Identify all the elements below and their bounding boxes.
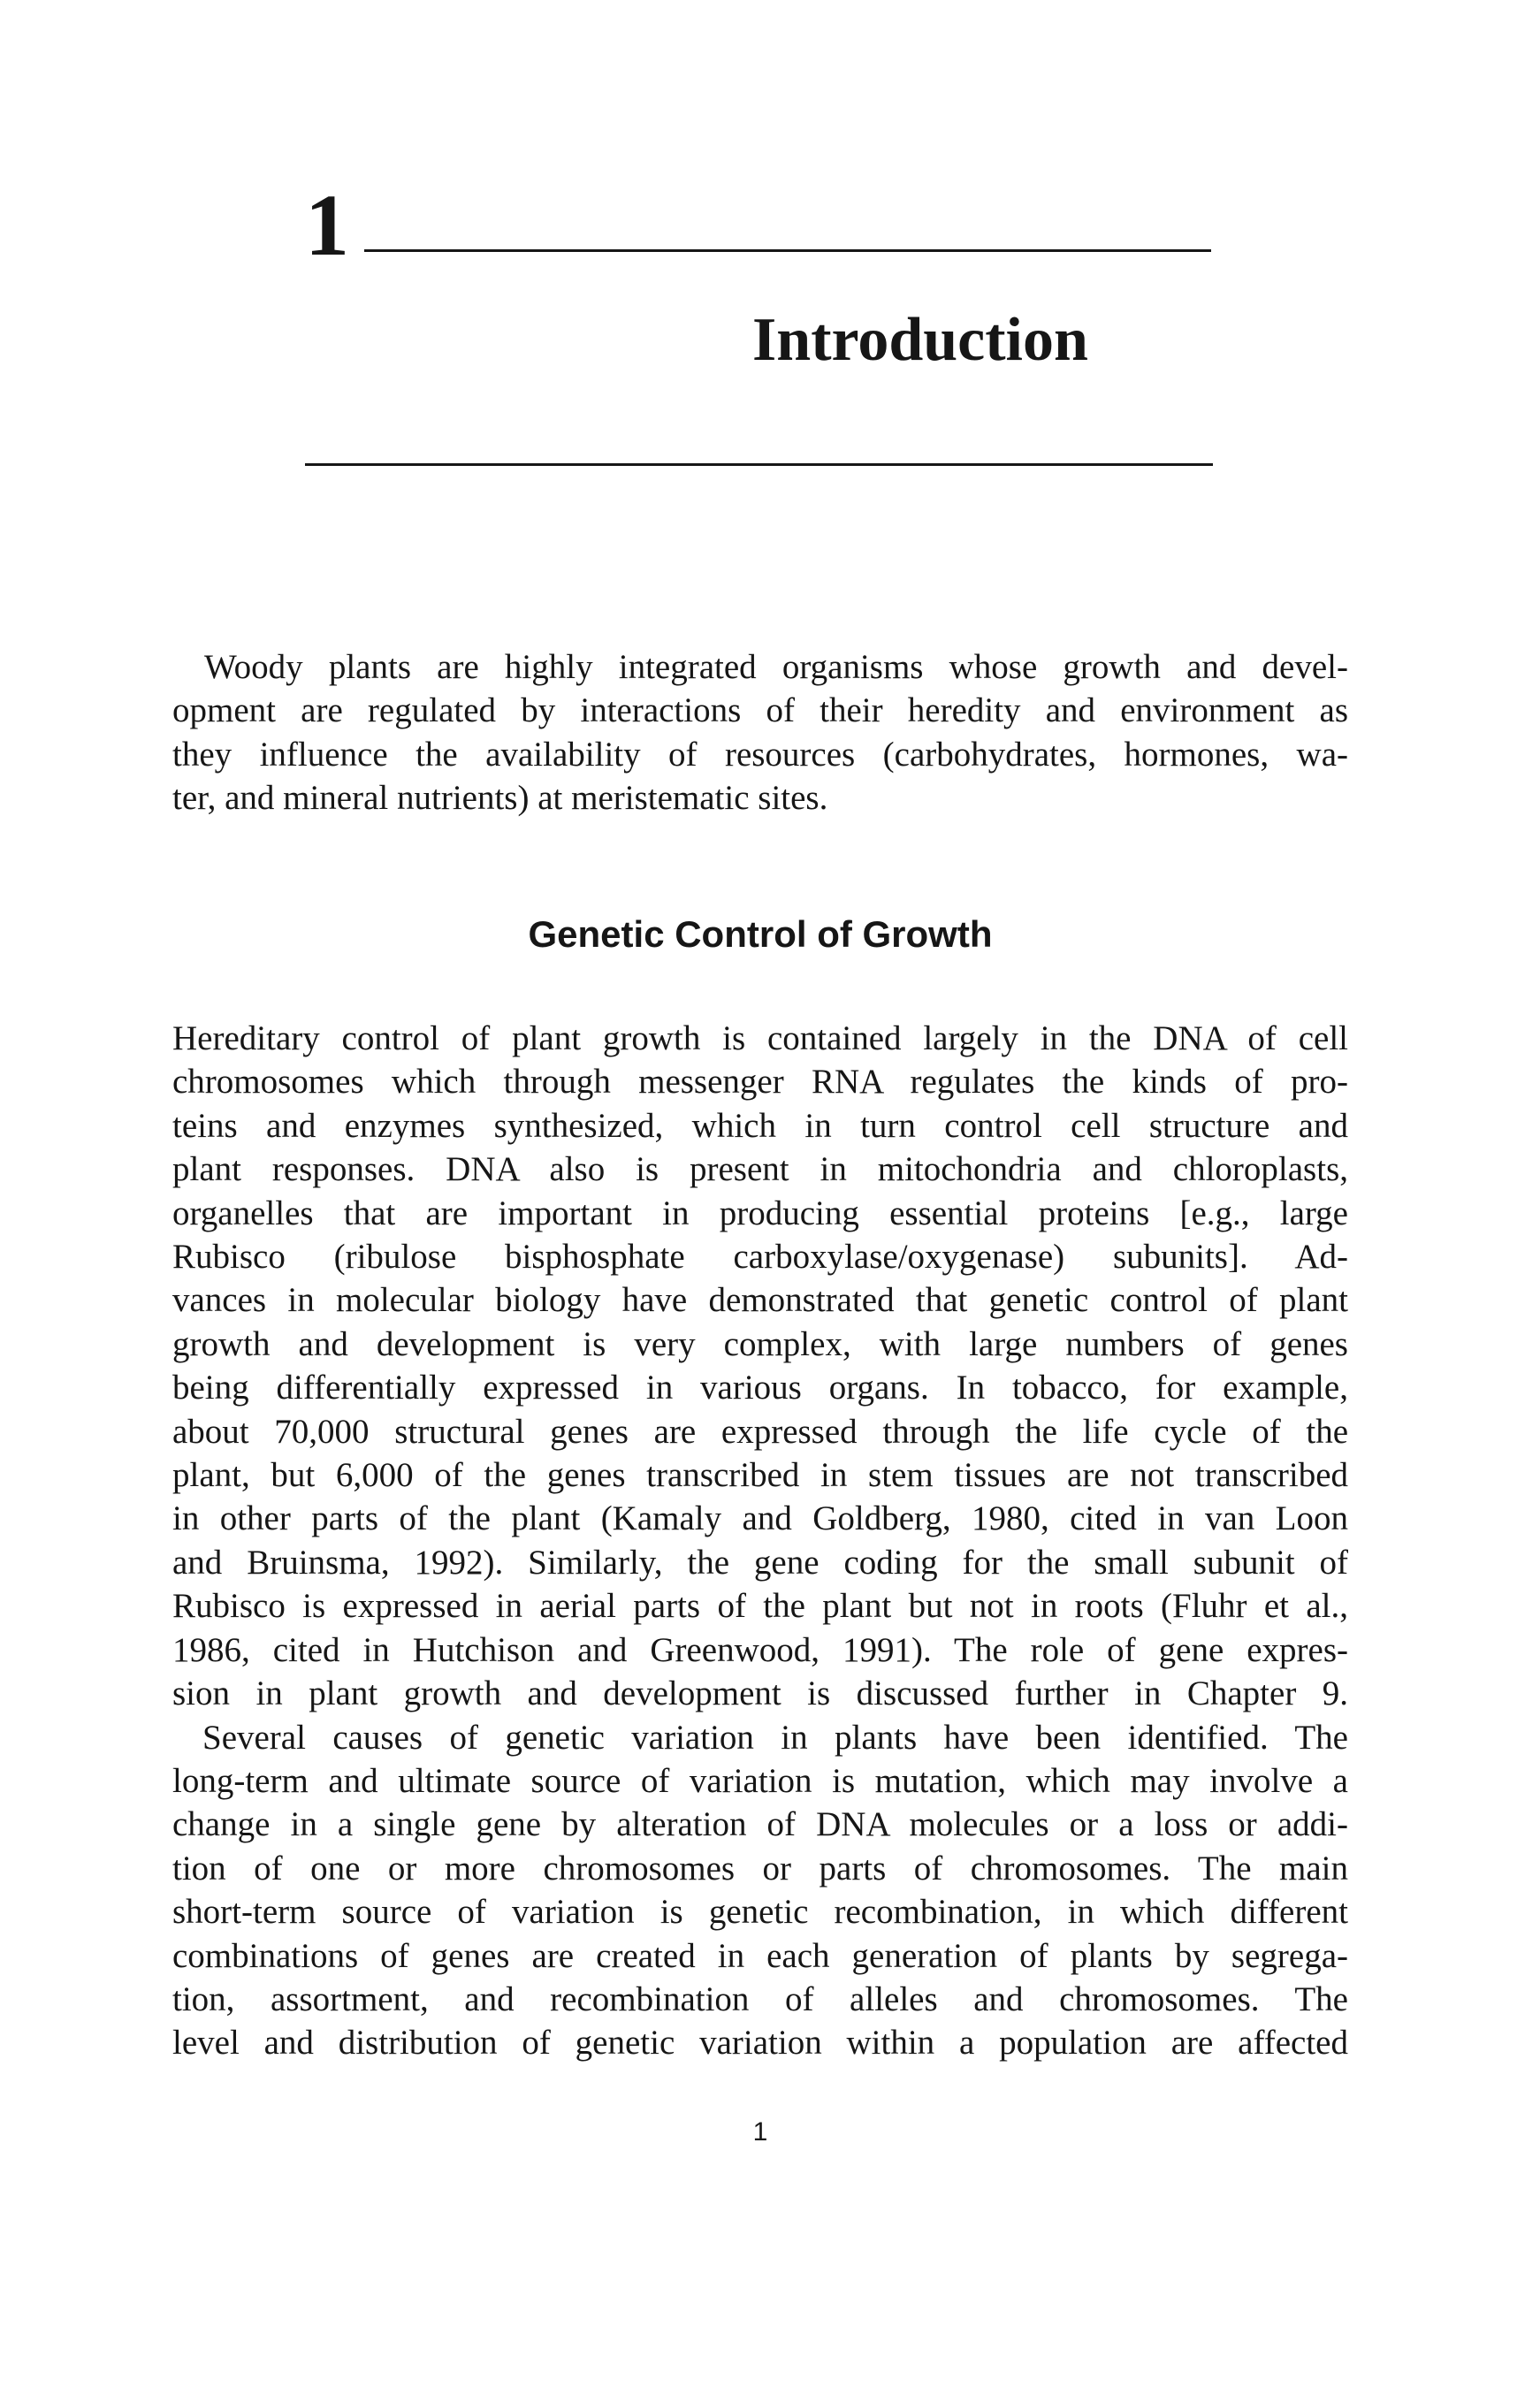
- section-heading: Genetic Control of Growth: [528, 913, 993, 955]
- text-line: Rubisco (ribulose bisphosphate carboxylase/oxygenase) subunits]. Ad-: [172, 1238, 1348, 1277]
- text-line: vances in molecular biology have demonstrated that genetic control of plant: [172, 1281, 1348, 1320]
- chapter-number: 1: [305, 176, 349, 274]
- text-line: short-term source of variation is genetic recombination, in which different: [172, 1893, 1348, 1932]
- intro-paragraph: [172, 645, 1348, 820]
- chapter-rule-top: [364, 249, 1211, 252]
- text-line: long-term and ultimate source of variation is mutation, which may involve a: [172, 1761, 1348, 1800]
- text-line: growth and development is very complex, with large numbers of genes: [172, 1324, 1348, 1363]
- text-line: 1986, cited in Hutchison and Greenwood, 1991). The role of gene expres-: [172, 1630, 1348, 1669]
- text-line: Several causes of genetic variation in plants have been identified. The: [202, 1718, 1348, 1757]
- text-line: teins and enzymes synthesized, which in turn control cell structure and: [172, 1106, 1348, 1145]
- text-line: opment are regulated by interactions of their heredity and environment as: [172, 691, 1348, 730]
- text-line: ter, and mineral nutrients) at meristematic sites.: [172, 779, 828, 818]
- body-text: [172, 1017, 1348, 2065]
- text-line: about 70,000 structural genes are expressed through the life cycle of the: [172, 1412, 1348, 1451]
- text-line: tion of one or more chromosomes or parts of chromosomes. The main: [172, 1849, 1348, 1887]
- text-line: chromosomes which through messenger RNA regulates the kinds of pro-: [172, 1063, 1348, 1102]
- chapter-title: Introduction: [752, 306, 1088, 374]
- text-line: being differentially expressed in various organs. In tobacco, for example,: [172, 1369, 1348, 1407]
- text-line: plant responses. DNA also is present in mitochondria and chloroplasts,: [172, 1150, 1348, 1189]
- text-line: plant, but 6,000 of the genes transcribed in stem tissues are not transcribed: [172, 1456, 1348, 1495]
- text-line: change in a single gene by alteration of DNA molecules or a loss or addi-: [172, 1805, 1348, 1844]
- page-number: 1: [752, 2117, 768, 2147]
- text-line: organelles that are important in producing essential proteins [e.g., large: [172, 1194, 1348, 1232]
- text-line: Woody plants are highly integrated organisms whose growth and devel-: [204, 648, 1348, 686]
- chapter-rule-bottom: [305, 463, 1213, 466]
- text-line: tion, assortment, and recombination of alleles and chromosomes. The: [172, 1979, 1348, 2018]
- text-line: Hereditary control of plant growth is contained largely in the DNA of cell: [172, 1019, 1348, 1057]
- text-line: level and distribution of genetic variation within a population are affected: [172, 2024, 1348, 2063]
- text-line: sion in plant growth and development is discussed further in Chapter 9.: [172, 1674, 1348, 1713]
- text-line: combinations of genes are created in each generation of plants by segrega-: [172, 1936, 1348, 1975]
- text-line: Rubisco is expressed in aerial parts of the plant but not in roots (Fluhr et al.,: [172, 1587, 1348, 1626]
- text-line: in other parts of the plant (Kamaly and Goldberg, 1980, cited in van Loon: [172, 1499, 1348, 1538]
- text-line: and Bruinsma, 1992). Similarly, the gene coding for the small subunit of: [172, 1543, 1348, 1582]
- text-line: they influence the availability of resources (carbohydrates, hormones, wa-: [172, 735, 1348, 774]
